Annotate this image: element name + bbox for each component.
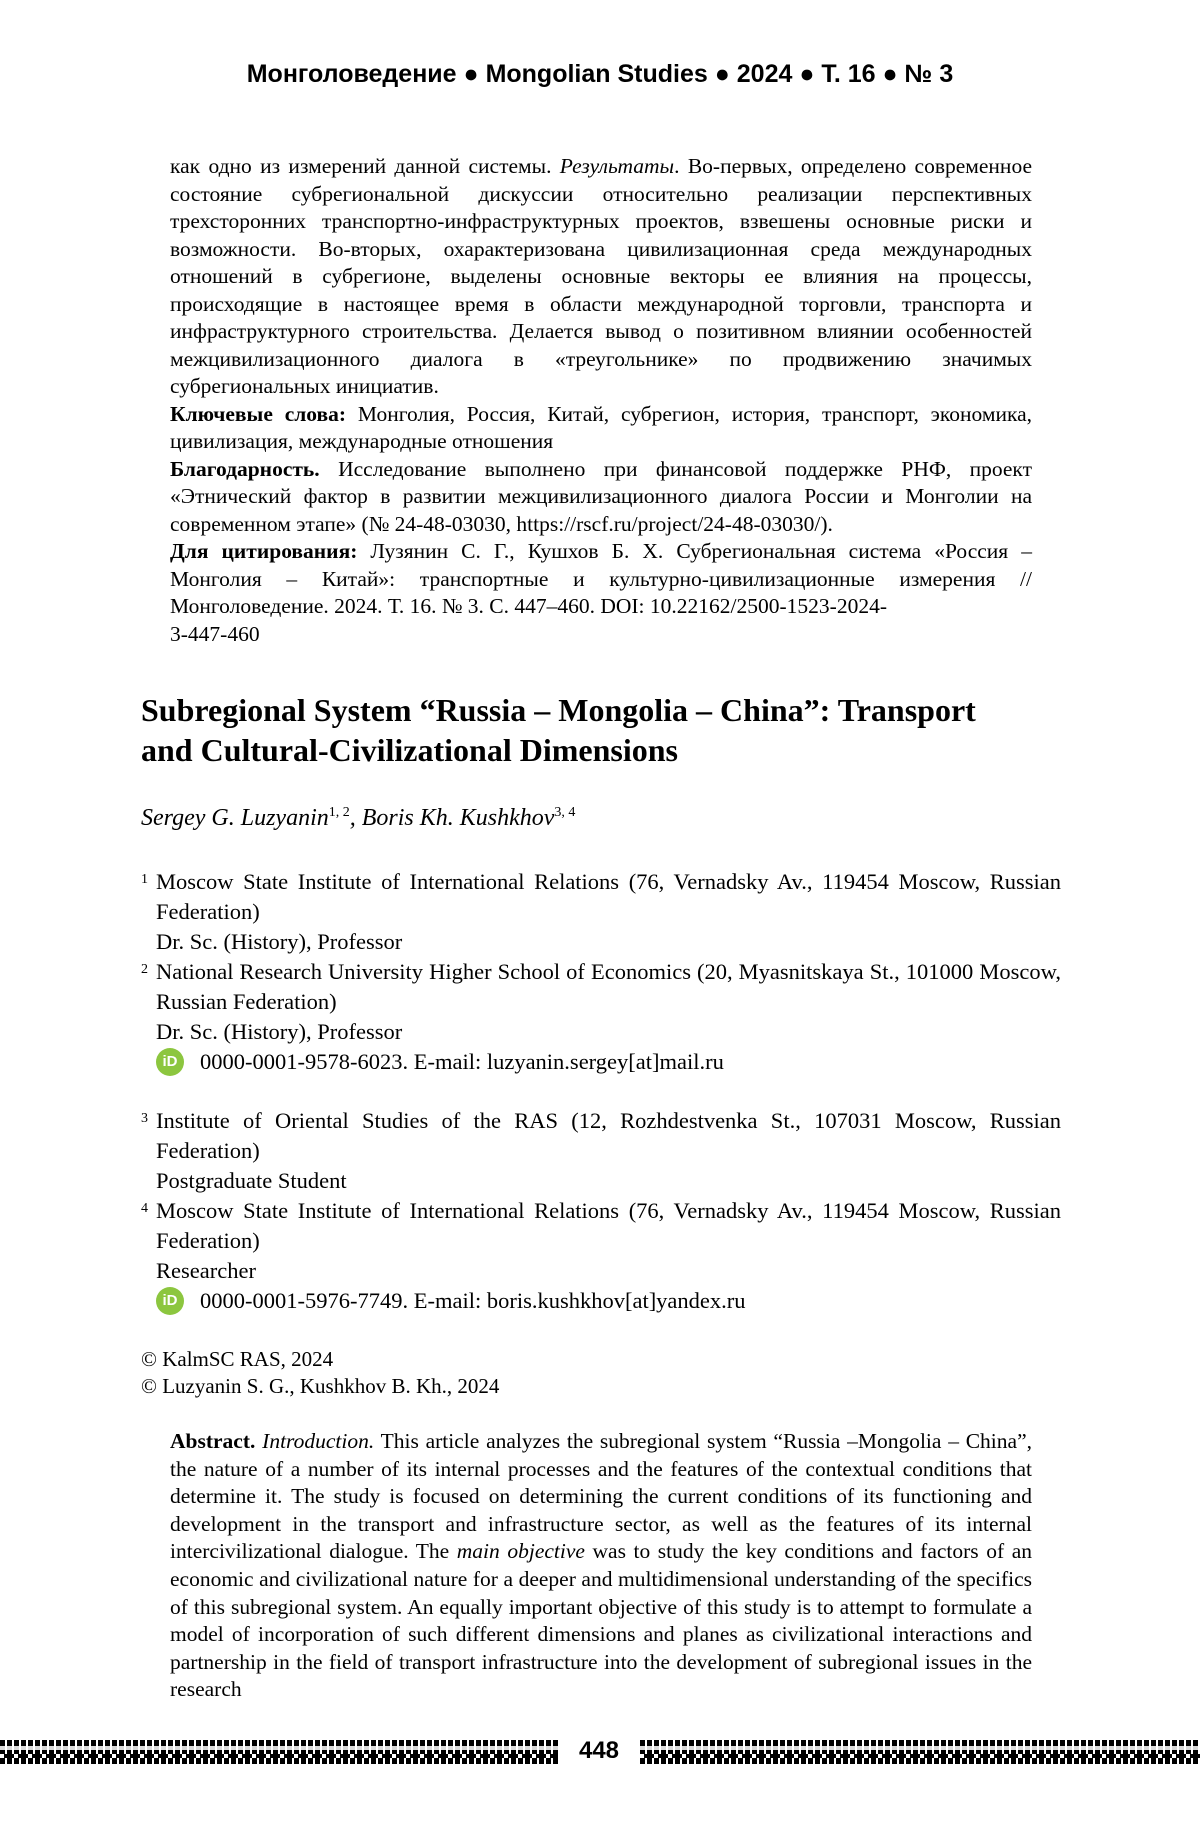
footer-ornament-band (0, 1740, 1200, 1764)
abstract-introduction-label: Introduction. (262, 1429, 374, 1453)
author-2-orcid-line (141, 1286, 1061, 1316)
affiliation-2 (141, 957, 1061, 1017)
affiliations-group-2 (141, 1106, 1061, 1316)
page-number: 448 (558, 1736, 640, 1766)
keywords-label: Ключевые слова: (170, 402, 346, 426)
copyright-line-2: © Luzyanin S. G., Kushkhov B. Kh., 2024 (141, 1373, 1061, 1400)
article-title-line-1: Subregional System “Russia – Mongolia – China”: Transport (141, 690, 1061, 730)
results-lead: как одно из измерений данной системы. (170, 154, 560, 178)
orcid-icon[interactable]: iD (156, 1048, 184, 1076)
affiliation-2-number: 2 (141, 955, 148, 985)
citation-label: Для цитирования: (170, 539, 357, 563)
acknowledgment-paragraph (170, 456, 1032, 539)
results-label: Результаты (560, 154, 674, 178)
ornament-right (640, 1740, 1200, 1764)
affiliation-1 (141, 867, 1061, 927)
results-text: . Во-первых, определено современное состояние субрегиональной дискуссии относительно реализации перспективных трехсторонних транспортно-инфраструктурных проектов, взвешены основные риски и возможности. Во-вторых, охарактеризована цивилизационная среда международных отношений в субрегионе, выделены основные векторы ее влияния на процессы, происходящие в настоящее время в области международной торговли, транспорта и инфраструктурного строительства. Делается вывод о позитивном влиянии особенностей межцивилизационного диалога в «треугольнике» по продвижению значимых субрегиональных инициатив. (170, 154, 1032, 398)
author-separator: , (350, 805, 362, 831)
journal-page (0, 0, 1200, 1835)
affiliation-1-org: Moscow State Institute of International Relations (76, Vernadsky Av., 119454 Moscow, Russian Federation) (156, 869, 1061, 924)
acknowledgment-text: Исследование выполнено при финансовой поддержке РНФ, проект «Этнический фактор в развитии межцивилизационного диалога России и Монголии на современном этапе» (№ 24-48-03030, https://rscf.ru/project/24-48-03030/). (170, 457, 1032, 536)
affiliation-2-position: Dr. Sc. (History), Professor (141, 1017, 1061, 1047)
affiliation-4 (141, 1196, 1061, 1256)
affiliation-1-position: Dr. Sc. (History), Professor (141, 927, 1061, 957)
author-2-affiliation-marks: 3, 4 (554, 805, 575, 820)
citation-doi-tail: 3-447-460 (170, 622, 260, 646)
results-paragraph (170, 153, 1032, 401)
affiliations-group-1 (141, 867, 1061, 1077)
author-1-affiliation-marks: 1, 2 (329, 805, 350, 820)
running-head: Монголоведение ● Mongolian Studies ● 2024 ● Т. 16 ● № 3 (0, 60, 1200, 89)
author-2-orcid-email: 0000-0001-5976-7749. E-mail: boris.kushkhov[at]yandex.ru (200, 1286, 746, 1316)
keywords-text: Монголия, Россия, Китай, субрегион, история, транспорт, экономика, цивилизация, международные отношения (170, 402, 1032, 454)
ornament-left (0, 1740, 558, 1764)
affiliation-3 (141, 1106, 1061, 1166)
copyright-notice (141, 1346, 1061, 1400)
author-list (141, 805, 1061, 832)
acknowledgment-label: Благодарность. (170, 457, 320, 481)
author-1-orcid-email: 0000-0001-9578-6023. E-mail: luzyanin.sergey[at]mail.ru (200, 1047, 724, 1077)
affiliation-3-number: 3 (141, 1104, 148, 1134)
author-2-name: Boris Kh. Kushkhov (362, 805, 555, 831)
abstract-label: Abstract. (170, 1429, 255, 1453)
abstract-text-1: This article analyzes the subregional system “Russia –Mongolia – China”, the nature of a number of its internal processes and the features of the contextual conditions that determine it. The study is focused on determining the current conditions of its functioning and development in the transport and infrastructure sector, as well as the features of its internal intercivilizational dialogue. The (170, 1429, 1032, 1563)
copyright-line-1: © KalmSC RAS, 2024 (141, 1346, 1061, 1373)
citation-paragraph (170, 538, 1032, 648)
affiliation-2-org: National Research University Higher School of Economics (20, Myasnitskaya St., 101000 Moscow, Russian Federation) (156, 959, 1061, 1014)
keywords-paragraph (170, 401, 1032, 456)
article-title-line-2: and Cultural-Civilizational Dimensions (141, 730, 1061, 770)
orcid-icon[interactable]: iD (156, 1287, 184, 1315)
citation-text: Лузянин С. Г., Кушхов Б. Х. Субрегиональная система «Россия – Монголия – Китай»: транспортные и культурно-цивилизационные измерения // Монголоведение. 2024. Т. 16. № 3. С. 447–460. DOI: 10.22162/2500-1523-2024- (170, 539, 1032, 618)
article-title (141, 690, 1061, 770)
affiliation-3-org: Institute of Oriental Studies of the RAS (12, Rozhdestvenka St., 107031 Moscow, Russian Federation) (156, 1108, 1061, 1163)
affiliation-1-number: 1 (141, 865, 148, 895)
affiliation-4-number: 4 (141, 1194, 148, 1224)
affiliation-4-org: Moscow State Institute of International Relations (76, Vernadsky Av., 119454 Moscow, Russian Federation) (156, 1198, 1061, 1253)
russian-summary (170, 153, 1032, 648)
abstract (170, 1428, 1032, 1704)
abstract-main-objective: main objective (457, 1539, 585, 1563)
affiliation-4-position: Researcher (141, 1256, 1061, 1286)
affiliation-3-position: Postgraduate Student (141, 1166, 1061, 1196)
abstract-text-2: was to study the key conditions and factors of an economic and civilizational nature for a deeper and multidimensional understanding of the specifics of this subregional system. An equally important objective of this study is to attempt to formulate a model of incorporation of such different dimensions and planes as civilizational interactions and partnership in the field of transport infrastructure into the development of subregional issues in the research (170, 1539, 1032, 1701)
author-1-name: Sergey G. Luzyanin (141, 805, 329, 831)
author-1-orcid-line (141, 1047, 1061, 1077)
